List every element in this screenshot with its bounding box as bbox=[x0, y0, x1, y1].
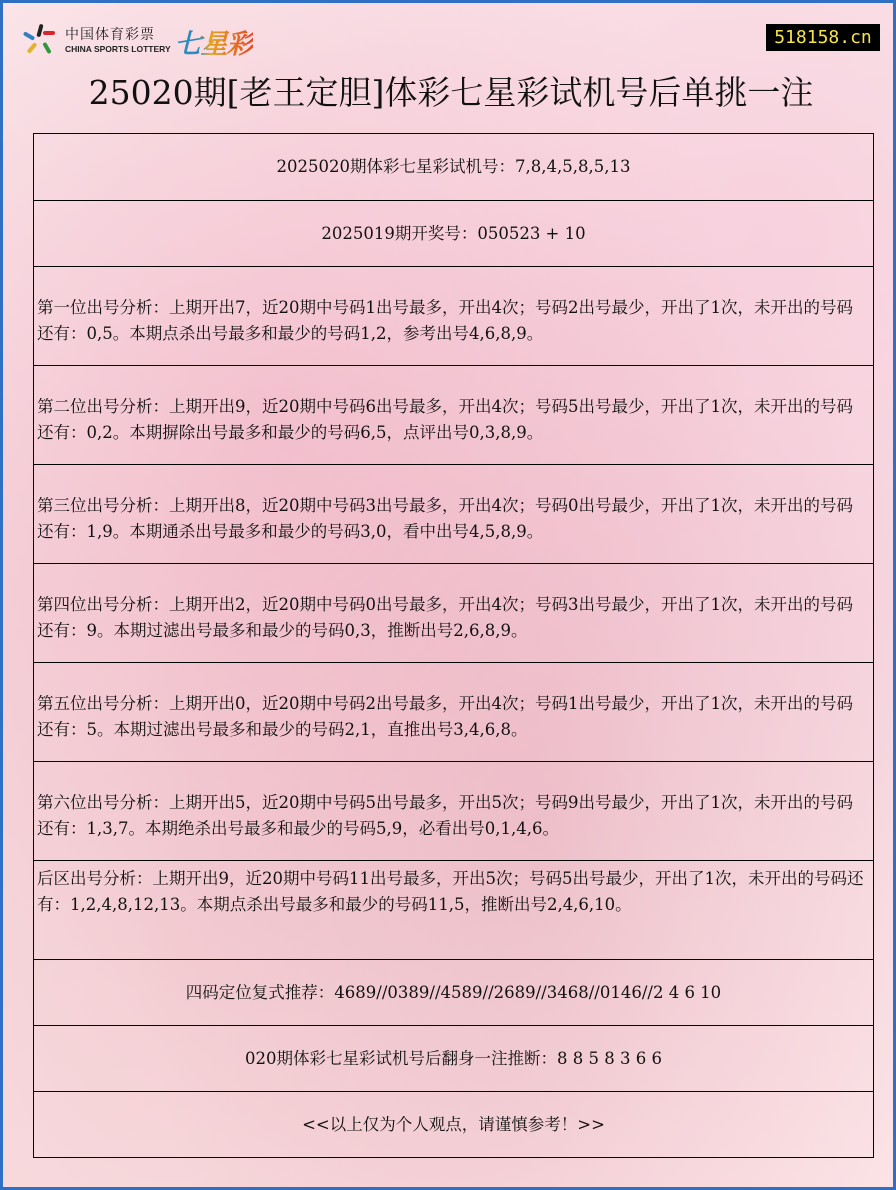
site-badge: 518158.cn bbox=[766, 24, 880, 51]
logo-text bbox=[65, 28, 171, 54]
lottery-logo bbox=[21, 21, 253, 61]
four-code-recommendation: 四码定位复式推荐：4689//0389//4589//2689//3468//0146//2 4 6 10 bbox=[34, 959, 873, 1025]
position-2-analysis: 第二位出号分析：上期开出9，近20期中号码6出号最多，开出4次；号码5出号最少，开出了1次，未开出的号码还有：0,2。本期摒除出号最多和最少的号码6,5，点评出号0,3,8,9。 bbox=[34, 365, 873, 464]
position-6-analysis: 第六位出号分析：上期开出5，近20期中号码5出号最多，开出5次；号码9出号最少，开出了1次，未开出的号码还有：1,3,7。本期绝杀出号最多和最少的号码5,9，必看出号0,1,4,6。 bbox=[34, 761, 873, 860]
disclaimer: <<以上仅为个人观点，请谨慎参考！>> bbox=[34, 1091, 873, 1157]
logo-cn-text: 中国体育彩票 bbox=[65, 27, 155, 44]
position-5-analysis: 第五位出号分析：上期开出0，近20期中号码2出号最多，开出4次；号码1出号最少，开出了1次，未开出的号码还有：5。本期过滤出号最多和最少的号码2,1，直推出号3,4,6,8。 bbox=[34, 662, 873, 761]
test-number-row: 2025020期体彩七星彩试机号：7,8,4,5,8,5,13 bbox=[276, 157, 631, 176]
page-title: 25020期[老王定胆]体彩七星彩试机号后单挑一注 bbox=[88, 73, 814, 112]
position-4-analysis: 第四位出号分析：上期开出2，近20期中号码0出号最多，开出4次；号码3出号最少，开出了1次，未开出的号码还有：9。本期过滤出号最多和最少的号码0,3，推断出号2,6,8,9。 bbox=[34, 563, 873, 662]
china-sports-lottery-logo-icon bbox=[21, 22, 59, 60]
analysis-table bbox=[33, 133, 874, 1158]
last-draw-row: 2025019期开奖号：050523 + 10 bbox=[34, 200, 873, 266]
logo-game-name: 七星彩 bbox=[175, 22, 253, 61]
back-zone-analysis: 后区出号分析：上期开出9，近20期中号码11出号最多，开出5次；号码5出号最少，开出了1次，未开出的号码还有：1,2,4,8,12,13。本期点杀出号最多和最少的号码11,5，推断出号2,4,6,10。 bbox=[34, 860, 873, 959]
position-1-analysis: 第一位出号分析：上期开出7，近20期中号码1出号最多，开出4次；号码2出号最少，开出了1次，未开出的号码还有：0,5。本期点杀出号最多和最少的号码1,2，参考出号4,6,8,9。 bbox=[34, 266, 873, 365]
single-pick-prediction: 020期体彩七星彩试机号后翻身一注推断：8 8 5 8 3 6 6 bbox=[34, 1025, 873, 1091]
position-3-analysis: 第三位出号分析：上期开出8，近20期中号码3出号最多，开出4次；号码0出号最少，开出了1次，未开出的号码还有：1,9。本期通杀出号最多和最少的号码3,0，看中出号4,5,8,9。 bbox=[34, 464, 873, 563]
logo-en-text: CHINA SPORTS LOTTERY bbox=[65, 44, 171, 55]
